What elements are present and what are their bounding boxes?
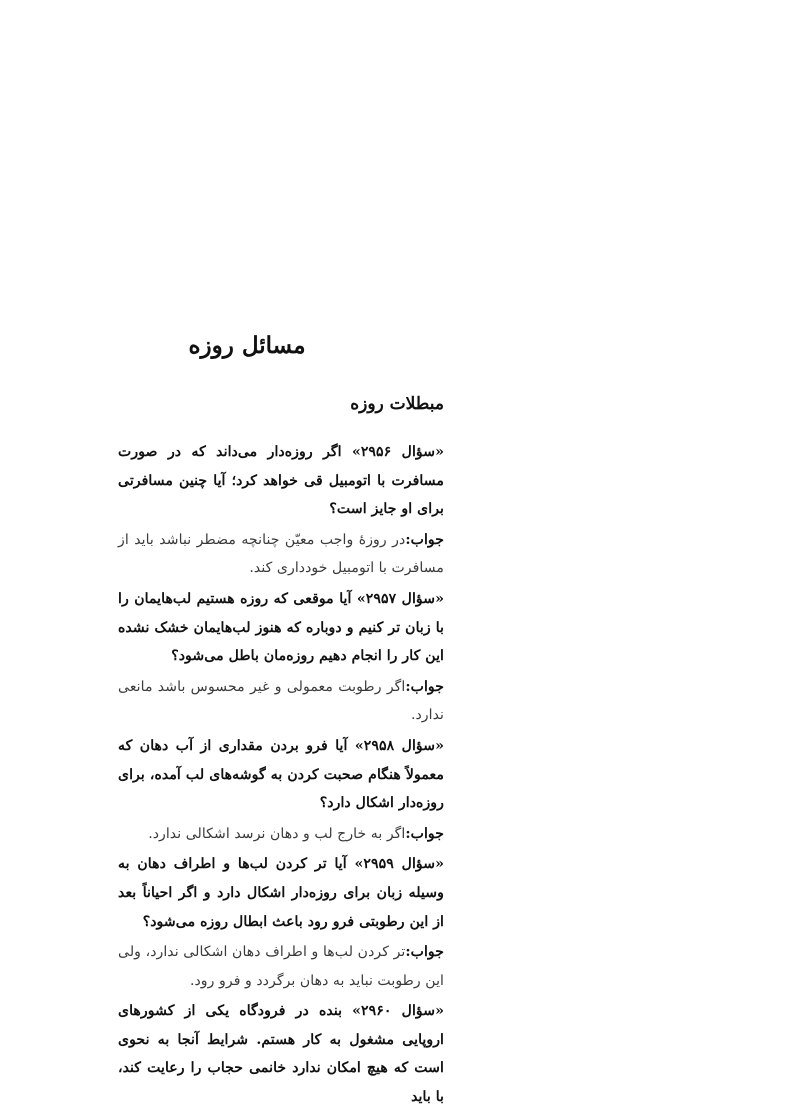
answer-text: اگر رطوبت معمولی و غیر محسوس باشد مانعی ندارد. [118, 678, 444, 724]
answer-label: جواب: [405, 678, 444, 695]
answer-2958 [118, 820, 444, 849]
answer-text: اگر به خارج لب و دهان نرسد اشکالی ندارد. [148, 825, 406, 842]
question-2959: «سؤال ۲۹۵۹» آیا تر کردن لب‌ها و اطراف دهان به وسیله زبان برای روزه‌دار اشکال دارد و اگر احیاناً بعد از این رطوبتی فرو رود باعث ابطال روزه می‌شود؟ [118, 856, 444, 930]
question-2960: «سؤال ۲۹۶۰» بنده در فرودگاه یکی از کشورهای اروپایی مشغول به کار هستم. شرایط آنجا به نحوی است که هیچ امکان ندارد خانمی حجاب را رعایت کند، با باید [118, 1003, 444, 1106]
answer-2957 [118, 673, 444, 730]
answer-text: در روزهٔ واجب معیّن چنانچه مضطر نباشد باید از مسافرت با اتومبیل خودداری کند. [118, 531, 444, 577]
answer-label: جواب: [405, 825, 444, 842]
page-title: مسائل روزه [188, 332, 306, 359]
answer-text: تر کردن لب‌ها و اطراف دهان اشکالی ندارد، ولی این رطوبت نباید به دهان برگردد و فرو رود. [118, 944, 444, 989]
section-heading: مبطلات روزه [350, 394, 444, 414]
question-2957: «سؤال ۲۹۵۷» آیا موقعی که روزه هستیم لب‌هایمان را با زبان تر کنیم و دوباره که هنوز لب‌هایمان خشک نشده این کار را انجام دهیم روزه‌مان باطل می‌شود؟ [118, 590, 444, 665]
answer-label: جواب: [405, 531, 444, 548]
question-2958: «سؤال ۲۹۵۸» آیا فرو بردن مقداری از آب دهان که معمولاً هنگام صحبت کردن به گوشه‌های لب آمده، برای روزه‌دار اشکال دارد؟ [118, 737, 444, 812]
question-2956: «سؤال ۲۹۵۶» اگر روزه‌دار می‌داند که در صورت مسافرت با اتومبیل قی خواهد کرد؛ آیا چنین مسافرتی برای او جایز است؟ [118, 444, 444, 518]
answer-label: جواب: [405, 944, 444, 961]
answer-2959 [118, 938, 444, 995]
answer-2956 [118, 526, 444, 583]
qa-body [118, 438, 444, 1114]
